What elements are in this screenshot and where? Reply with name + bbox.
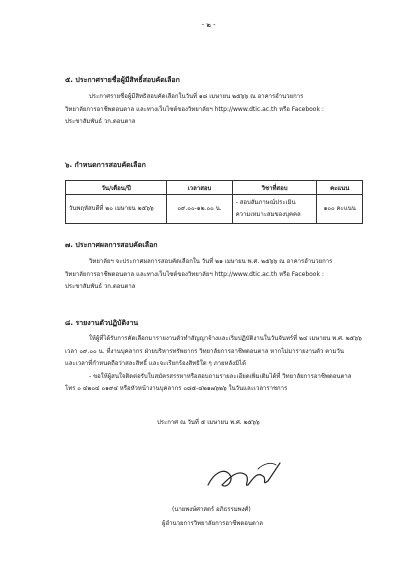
section-5-body [65, 91, 365, 129]
cell-subject [232, 195, 317, 224]
section-8-heading: ๘. รายงานตัวปฏิบัติงาน [65, 319, 139, 327]
announcement-date: ประกาศ ณ วันที่ ๕ เมษายน พ.ศ. ๒๕๖๖ [157, 419, 260, 426]
header-time: เวลาสอบ [167, 181, 232, 195]
section-8-body [65, 333, 365, 396]
cell-date: วันพฤหัสบดีที่ ๒๐ เมษายน ๒๕๖๖ [66, 195, 167, 224]
signature-image [200, 455, 290, 495]
section-5-line-1: ประกาศรายชื่อผู้มีสิทธิสอบคัดเลือกในวันที่ ๑๘ เมษายน ๒๕๖๖ ณ อาคารอำนวยการ [89, 93, 304, 100]
section-7-body [65, 256, 365, 294]
section-5-heading: ๕. ประกาศรายชื่อผู้มีสิทธิ์สอบคัดเลือก [65, 76, 180, 84]
section-7-line-2: วิทยาลัยการอาชีพดอนตาล และทางเว็บไซต์ของวิทยาลัยฯ http://www.dtic.ac.th หรือ Facebook : [65, 270, 324, 278]
section-5-line-3: ประชาสัมพันธ์ วก.ดอนตาล [65, 118, 136, 125]
section-6-heading: ๖. กำหนดการสอบคัดเลือก [65, 161, 146, 169]
exam-schedule-table [65, 180, 363, 224]
section-8-line-3: และเวลาที่กำหนดถือว่าสละสิทธิ์ และจะเรียกร้องสิทธิใด ๆ ภายหลังมิได้ [65, 360, 246, 367]
table-header-row [66, 181, 363, 195]
section-8-line-4: - ขอให้ผู้สนใจติดต่อรับใบสมัครสรรหาหรือสอบถามรายละเอียดเพิ่มเติมได้ที่ วิทยาลัยการอาชีพดอนตาล [89, 372, 352, 380]
cell-subject-line-1: - สอบสัมภาษณ์ประเมิน [235, 199, 296, 206]
header-score: คะแนน [317, 181, 363, 195]
section-7-line-3: ประชาสัมพันธ์ วก.ดอนตาล [65, 283, 136, 290]
section-5-line-2: วิทยาลัยการอาชีพดอนตาล และทางเว็บไซต์ของวิทยาลัยฯ http://www.dtic.ac.th หรือ Facebook : [65, 105, 324, 113]
signer-name: (นายพงษ์ศาสตร์ อภิธรรมพงศ์) [172, 506, 251, 513]
cell-time: ๐๙.๐๐-๑๒.๐๐ น. [167, 195, 232, 224]
page-number: - ๒ - [201, 21, 216, 29]
section-7-heading: ๗. ประกาศผลการสอบคัดเลือก [65, 241, 158, 249]
signer-title: ผู้อำนวยการวิทยาลัยการอาชีพดอนตาล [162, 520, 263, 527]
section-8-line-5: โทร ๐ ๔๒๐๔ ๐๑๙๔ หรือหัวหน้างานบุคลากร ๐๘๕-๔๒๑๗๖๒๖ ในวันและเวลาราชการ [65, 385, 288, 392]
table-row [66, 195, 363, 224]
cell-score: ๑๐๐ คะแนน [317, 195, 363, 224]
cell-subject-line-2: ความเหมาะสมของบุคคล [235, 211, 301, 218]
section-8-line-2: เวลา ๐๙.๐๐ น. ที่งานบุคลากร ฝ่ายบริหารทรัพยากร วิทยาลัยการอาชีพดอนตาล หากไม่มารายงานตัว ตามวัน [65, 347, 344, 355]
section-7-line-1: วิทยาลัยฯ จะประกาศผลการสอบคัดเลือกใน วันที่ ๒๑ เมษายน พ.ศ. ๒๕๖๖ ณ อาคารอำนวยการ [89, 258, 333, 265]
section-8-line-1: ให้ผู้ที่ได้รับการคัดเลือกมารายงานตัวทำสัญญาจ้างและเริ่มปฏิบัติงานในวันจันทร์ที่ ๒๔ เมษายน พ.ศ. ๒๕๖๖ [89, 335, 362, 342]
header-subject: วิชาที่สอบ [232, 181, 317, 195]
header-date: วัน/เดือน/ปี [66, 181, 167, 195]
